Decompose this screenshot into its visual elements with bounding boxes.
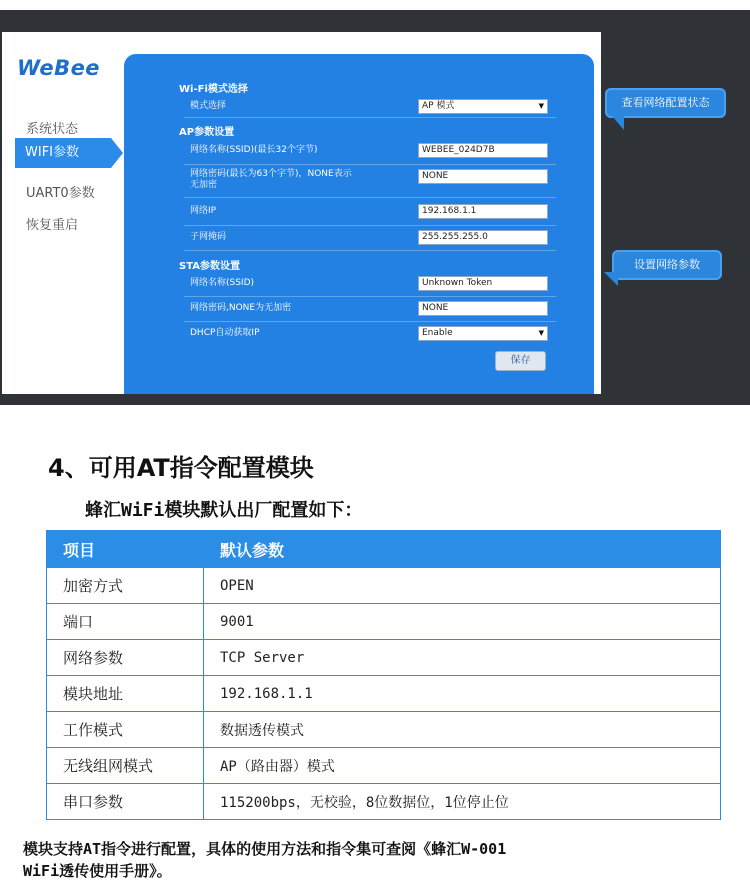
callout-tail (604, 272, 618, 286)
divider (184, 197, 556, 198)
divider (184, 250, 556, 251)
config-window (2, 32, 601, 394)
footer-note (23, 838, 723, 882)
table-cell-item: 串口参数 (47, 784, 204, 820)
table-cell-item: 无线组网模式 (47, 748, 204, 784)
ap-mask-input[interactable]: 255.255.255.0 (418, 230, 548, 245)
dhcp-select-value: Enable (422, 328, 453, 338)
table-row (47, 568, 721, 604)
footer-line-2: WiFi透传使用手册》。 (23, 862, 172, 880)
screenshot-band (0, 10, 750, 405)
nav-item-uart0-params[interactable]: UART0参数 (26, 186, 95, 201)
mode-select[interactable] (418, 99, 548, 114)
table-cell-item: 加密方式 (47, 568, 204, 604)
table-row (47, 676, 721, 712)
table-row (47, 604, 721, 640)
table-header-default: 默认参数 (204, 531, 721, 568)
dhcp-label: DHCP自动获取IP (190, 328, 260, 338)
mode-label: 模式选择 (190, 101, 227, 111)
nav-item-restore-restart[interactable]: 恢复重启 (26, 218, 79, 233)
ap-ssid-input[interactable]: WEBEE_024D7B (418, 143, 548, 158)
webee-logo: WeBee (17, 56, 101, 80)
table-cell-value: TCP Server (204, 640, 721, 676)
ap-password-label (190, 169, 352, 191)
ap-mask-label: 子网掩码 (190, 232, 227, 242)
ap-ip-label: 网络IP (190, 206, 217, 216)
table-header-row (47, 531, 721, 568)
section-title-sta: STA参数设置 (179, 261, 240, 272)
ap-ssid-label: 网络名称(SSID)(最长32个字节) (190, 145, 318, 155)
table-cell-value: AP（路由器）模式 (204, 748, 721, 784)
table-cell-value: 115200bps，无校验，8位数据位，1位停止位 (204, 784, 721, 820)
section-heading: 4、可用AT指令配置模块 (48, 454, 314, 482)
nav-item-label: WIFI参数 (25, 145, 79, 160)
wifi-settings-panel (124, 54, 594, 394)
table-row (47, 748, 721, 784)
mode-select-value: AP 模式 (422, 101, 455, 111)
sta-ssid-input[interactable]: Unknown Token (418, 276, 548, 291)
section-subheading: 蜂汇WiFi模块默认出厂配置如下： (85, 500, 363, 521)
table-cell-value: 9001 (204, 604, 721, 640)
table-cell-item: 网络参数 (47, 640, 204, 676)
table-cell-item: 模块地址 (47, 676, 204, 712)
table-row (47, 712, 721, 748)
ap-ip-input[interactable]: 192.168.1.1 (418, 204, 548, 219)
callout-set-network-params: 设置网络参数 (612, 250, 722, 280)
sta-password-input[interactable]: NONE (418, 301, 548, 316)
sta-ssid-label: 网络名称(SSID) (190, 278, 255, 288)
sta-password-label: 网络密码,NONE为无加密 (190, 303, 292, 313)
table-cell-value: 192.168.1.1 (204, 676, 721, 712)
footer-line-1: 模块支持AT指令进行配置，具体的使用方法和指令集可查阅《蜂汇W-001 (23, 840, 507, 858)
ap-password-label-line2: 无加密 (190, 180, 218, 190)
dhcp-select[interactable] (418, 326, 548, 341)
divider (184, 117, 556, 118)
table-cell-value: OPEN (204, 568, 721, 604)
divider (184, 225, 556, 226)
nav-item-system-status[interactable]: 系统状态 (26, 122, 79, 137)
table-row (47, 784, 721, 820)
divider (184, 296, 556, 297)
section-title-wifi-mode: Wi-Fi模式选择 (179, 84, 248, 95)
table-cell-item: 工作模式 (47, 712, 204, 748)
ap-password-input[interactable]: NONE (418, 169, 548, 184)
table-cell-value: 数据透传模式 (204, 712, 721, 748)
default-config-table (46, 530, 721, 820)
ap-password-label-line1: 网络密码(最长为63个字节)，NONE表示 (190, 169, 352, 179)
table-header-item: 项目 (47, 531, 204, 568)
callout-tail (612, 116, 624, 130)
nav-item-wifi-params[interactable] (15, 138, 111, 168)
section-title-ap: AP参数设置 (179, 127, 235, 138)
save-button[interactable]: 保存 (495, 351, 546, 371)
table-row (47, 640, 721, 676)
table-cell-item: 端口 (47, 604, 204, 640)
callout-view-network-status: 查看网络配置状态 (605, 88, 726, 118)
divider (184, 321, 556, 322)
divider (184, 164, 556, 165)
